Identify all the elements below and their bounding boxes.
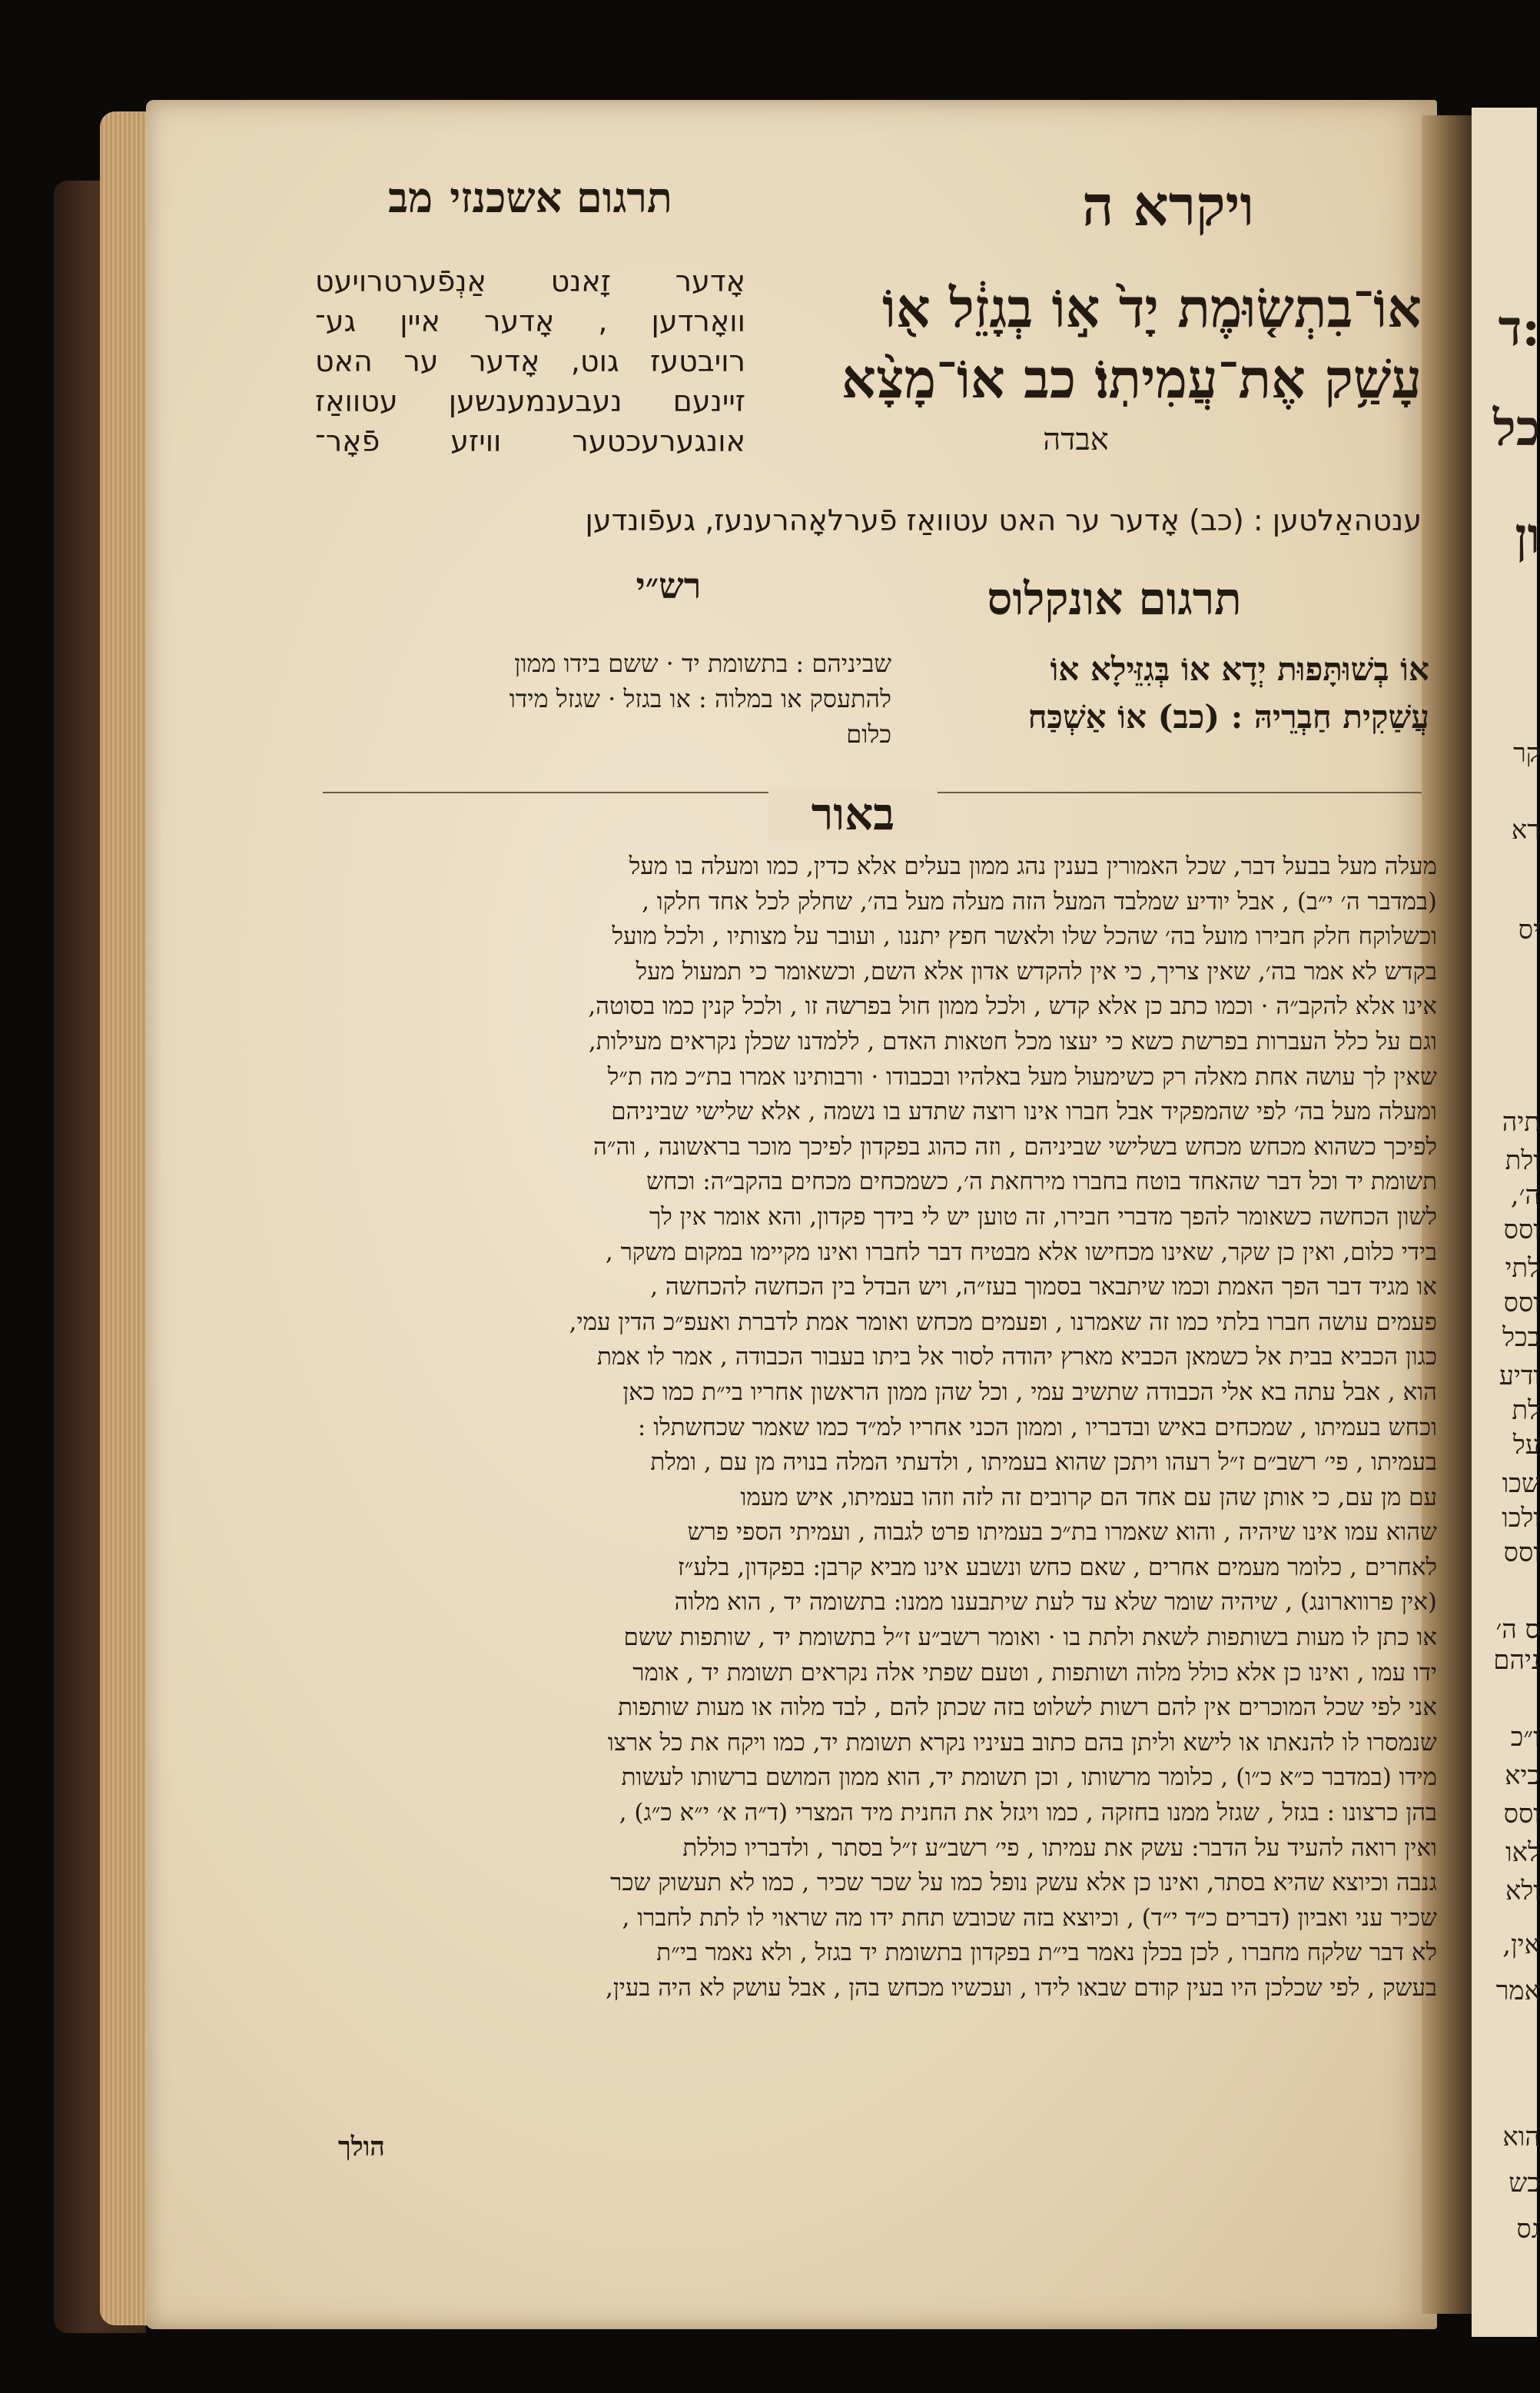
onkelos-line: עֲשַׁקִית חַבְרֵיהּ : (כב) אוֹ אַשְׁכַּח — [1027, 698, 1429, 736]
facing-page-text: הוא — [1502, 2122, 1540, 2152]
facing-page-text: ודיע — [1499, 1361, 1540, 1391]
commentary-line: שכיר עני ואביון (דברים כ״ד י״ד) , וכיוצא בזה שכובש תחת ידו מה שראוי לו לתת לחברו , — [622, 1903, 1437, 1932]
facing-page-text: ולת — [1505, 1145, 1540, 1176]
commentary-line: וגם על כלל העברות בפרשת כשא כי יעצו מכל חטאות האדם , ללמדנו שכלן נקראים מעילות, — [588, 1027, 1437, 1055]
facing-page-text: ה׳, — [1510, 1180, 1540, 1211]
facing-page-text: ון — [1515, 507, 1540, 565]
facing-page-text: אין, — [1502, 1929, 1540, 1960]
facing-page-text: אמר — [1495, 1976, 1540, 2006]
german-line: רויבטעז גוט, אָדער ער האט — [315, 344, 745, 378]
onkelos-line: אוֹ בְשׁוּתָּפוּת יְדָא אוֹ בְּגִזֵּילָא אוֹ — [1050, 650, 1429, 688]
facing-page-text: ו״כ — [1510, 1722, 1540, 1753]
commentary-line: (אין פרווארונג) , שיהיה שומר שלא עד לעת שיתבענו ממנו: בתשומה יד , הוא מלוה — [674, 1588, 1437, 1617]
facing-page-text: בכל — [1502, 1322, 1540, 1353]
facing-page-text: וסס — [1503, 1215, 1540, 1245]
commentary-line: בעמיתו , פי׳ רשב״ם ז״ל רעהו ויתכן שהוא בעמיתו , ולדעתי המלה בנויה מן עם , ומלת — [650, 1448, 1437, 1477]
commentary-line: בהן כרצונו : בגזל , שגזל ממנו בחזקה , כמו ויגזל את החנית מיד המצרי (ד״ה א׳ י״א כ״ג) , — [619, 1799, 1437, 1827]
facing-page-text: לאו — [1505, 1837, 1540, 1868]
commentary-line: לפיכך כשהוא מכחש מכחש בשלישי שביניהם , וזה כהוג בפקדון לפיכך מוכר בראשונה , וה״ה — [593, 1132, 1437, 1161]
commentary-line: שאין לך עושה אחת מאלה רק כשימעול מעל באלהיו ובכבודו · ורבותינו אמרו בת״כ מה ת״ל — [607, 1062, 1437, 1091]
rashi-line: שביניהם : בתשומת יד · ששם בידו ממון — [514, 649, 891, 678]
masoretic-variant: אבדה — [1043, 422, 1109, 457]
rashi-heading: רש״י — [636, 565, 702, 607]
commentary-line: בעשק , לפי שכלכן היו בעין קודם שבאו לידו , ועכשיו מכחש בהן , אבל עושק לא היה בעין, — [605, 1974, 1437, 2002]
verse-line: עָשַׁ֥ק אֶת־עֲמִיתֽוֹ׃ כב אוֹ־מָצָ֨א — [841, 347, 1422, 410]
commentary-line: לשון הכחשה כשאומר להפך מדברי חבירו, זה טוען יש לי בידך פקדון, והא אומר אין לך — [649, 1202, 1437, 1231]
german-line: וואָרדען , אָדער איין גע־ — [315, 304, 745, 338]
facing-page-text: ולכו — [1502, 1503, 1540, 1534]
facing-page-text: כיא — [1505, 1760, 1540, 1791]
commentary-line: לאחרים , כלומר מעמים אחרים , שאם כחש ונשבע אינו מביא קרבן: בפקדון, בלע״ז — [677, 1553, 1437, 1581]
commentary-line: בקדש לא אמר בה׳, שאין צריך, כי אין להקדש אדון אלא השם, וכשאומר כי תמעול מעל — [636, 957, 1437, 985]
biur-commentary — [323, 849, 1437, 2006]
facing-page-text: שכו — [1502, 1468, 1540, 1499]
commentary-line: בידי כלום, ואין כן שקר, שאינו מכחישו אלא מבטיח דבר לחברו ואינו מקיימו במקום משקר , — [605, 1238, 1437, 1266]
commentary-line: הוא , אבל עתה בא אלי הכבודה שתשיב עמי , וכל שהן ממון הראשון אחריו בי״ת כמו כאן — [622, 1378, 1437, 1406]
running-header-targum — [315, 173, 745, 222]
onkelos-heading: תרגום אונקלוס — [987, 573, 1242, 625]
commentary-line: לא דבר שלקח מחברו , לכן בכלן נאמר בי״ת בפקדון בתשומת יד בגזל , ולא נאמר בי״ת — [656, 1939, 1437, 1967]
commentary-line: כגון הכביא בבית אל כשמאן הכביא מארץ יהודה לסור אל ביתו בעבור הכבודה , אמר לו אמת — [596, 1343, 1437, 1371]
facing-page-text: ולא — [1505, 1876, 1540, 1906]
german-line: אָדער זָאנט אַנְפֿערטרויעט — [315, 264, 745, 298]
facing-page-text: קר — [1513, 738, 1540, 769]
rashi-line: כלום — [846, 720, 891, 749]
commentary-line: שהוא עמו אינו שיהיה , והוא שאמרו בת״כ בעמיתו פרט לגבוה , ועמיתי הספי פרש — [687, 1518, 1437, 1547]
commentary-line: אינו אלא להקב״ה · וכמו כתב כן אלא קדש , ולכל ממון חול בפרשה זו , ולכל קנין כמו בסוטה, — [588, 992, 1437, 1021]
running-header-book: ויקרא ה — [1082, 173, 1254, 238]
facing-page-text: וסס — [1503, 1799, 1540, 1830]
german-line: אונגערעכטער וויזע פֿאָר־ — [315, 424, 745, 458]
facing-page-text: כש — [1508, 2168, 1540, 2199]
facing-page-text: לתי — [1505, 1253, 1540, 1284]
german-translation — [315, 261, 745, 461]
commentary-line: וכחש בעמיתו , שמכחים באיש ובדבריו , וממון הכני אחריו למ״ד כמו שאמר שכחשתלו : — [637, 1413, 1437, 1441]
german-line: זיינעם נעבענמענשען עטוואַז — [315, 384, 745, 418]
facing-page-text: :ד — [1498, 300, 1540, 357]
biur-heading: באור — [768, 788, 938, 840]
facing-page-text: יס — [1518, 915, 1540, 946]
commentary-line: מעלה מעל בבעל דבר, שכל האמורין בענין נהג ממון בעלים אלא כדין, כמו ומעלה בו מעל — [629, 853, 1437, 880]
commentary-line: ידו עמו , ואינו כן אלא כולל מלוה ושותפות , וטעם שפתי אלה נקראים תשומת יד , אומר — [632, 1658, 1437, 1687]
facing-page-text: לת — [1512, 1395, 1540, 1426]
commentary-line: מידו (במדבר כ״א כ״ו) , כלומר מרשותו , וכן תשומת יד, הוא ממון המושם ברשותו לעשות — [621, 1763, 1437, 1792]
facing-page-text: ניהם — [1493, 1645, 1540, 1676]
verse-line: אוֹ־בִתְשׂ֤וּמֶת יָד֙ א֣וֹ בְגָזֵ֔ל א֖וֹ — [881, 276, 1422, 340]
commentary-line: ומעלה מעל בה׳ לפי שהמפקיד אבל חברו אינו רוצה שתדע בו נשמה , אלא שלישי שביניהם — [611, 1098, 1437, 1126]
commentary-line: או כתן לו מעות בשותפות לשאת ולתת בו · ואומר רשב״ע ז״ל בתשומת יד , שותפות ששם — [623, 1624, 1437, 1652]
facing-page-text: כל — [1492, 400, 1540, 457]
facing-page-text: ס ה׳ — [1495, 1614, 1540, 1645]
commentary-line: שנמסרו לו להנאתו או לישא וליתן בהם כתוב בעיניו נקרא תשומת יד, כמו ויקח את כל ארצו — [607, 1728, 1437, 1757]
rashi-text — [323, 646, 891, 752]
verse-text — [738, 273, 1422, 414]
commentary-line: גנבה וכיוצא שהיא בסתר, ואינו כן אלא עשק נופל כמו על שכר שכיר , כמו לא תעשוק שכר — [610, 1869, 1437, 1897]
commentary-line: עם מן עם, כי אותן שהן עם אחד הם קרובים זה לזה וזהו בעמיתו, איש מעמו — [740, 1483, 1437, 1511]
targum-title: תרגום אשכנזי — [450, 173, 672, 222]
facing-page-text: רא — [1511, 815, 1540, 846]
facing-page-text: על — [1512, 1430, 1540, 1461]
commentary-line: פעמים עושה חברו בלתי כמו זה שאמרנו , ופעמים מכחש ואומר אמת לדברת ואעפ״כ הדין עמי, — [569, 1308, 1437, 1336]
facing-page-text: וסס — [1503, 1288, 1540, 1318]
commentary-line: (במדבר ה׳ י״ב) , אבל יודיע שמלבד המעל הזה מעלה מעל בה׳, שחלק לכל אחד חלקו , — [642, 887, 1437, 916]
commentary-line: או מגיד דבר הפך האמת וכמו שיתבאר בסמוך בעז״ה, ויש הבדל בין הכחשה להכחשה , — [650, 1273, 1437, 1301]
facing-page-text: גס — [1516, 2214, 1540, 2245]
onkelos-text — [899, 646, 1429, 741]
commentary-line: ואין רואה להעיד על הדבר: עשק את עמיתו , פי׳ רשב״ע ז״ל בסתר , ולדבריו כוללת — [682, 1833, 1437, 1862]
facing-page-text: תיה — [1502, 1107, 1540, 1138]
facing-page-fragment — [1472, 108, 1540, 2337]
commentary-line: וכשלוקח חלק חבירו מועל בה׳ שהכל שלו ולאשר חפץ יתננו , ועובר על מצותיו , ולכל מועל — [612, 922, 1437, 951]
rashi-line: להתעסק או במלוה : או בגזל · שגזל מידו — [509, 684, 891, 713]
facing-page-text: וסס — [1503, 1537, 1540, 1568]
page-number: מב — [388, 173, 433, 222]
german-continuation: ענטהאַלטען : (כב) אָדער ער האט עטוואַז פֿערלאָהרענעז, געפֿונדען — [585, 504, 1422, 537]
catchword: הולך — [338, 2132, 385, 2162]
commentary-line: אני לפי שכל המוכרים אין להם רשות לשלוט בזה שכתן להם , לבד מלוה או מעות שותפות — [618, 1693, 1437, 1722]
commentary-line: תשומת יד וכל דבר שהאחד בוטח בחברו מירחאת ה׳, כשמכחים מכחים בהקב״ה: וכחש — [646, 1168, 1437, 1196]
